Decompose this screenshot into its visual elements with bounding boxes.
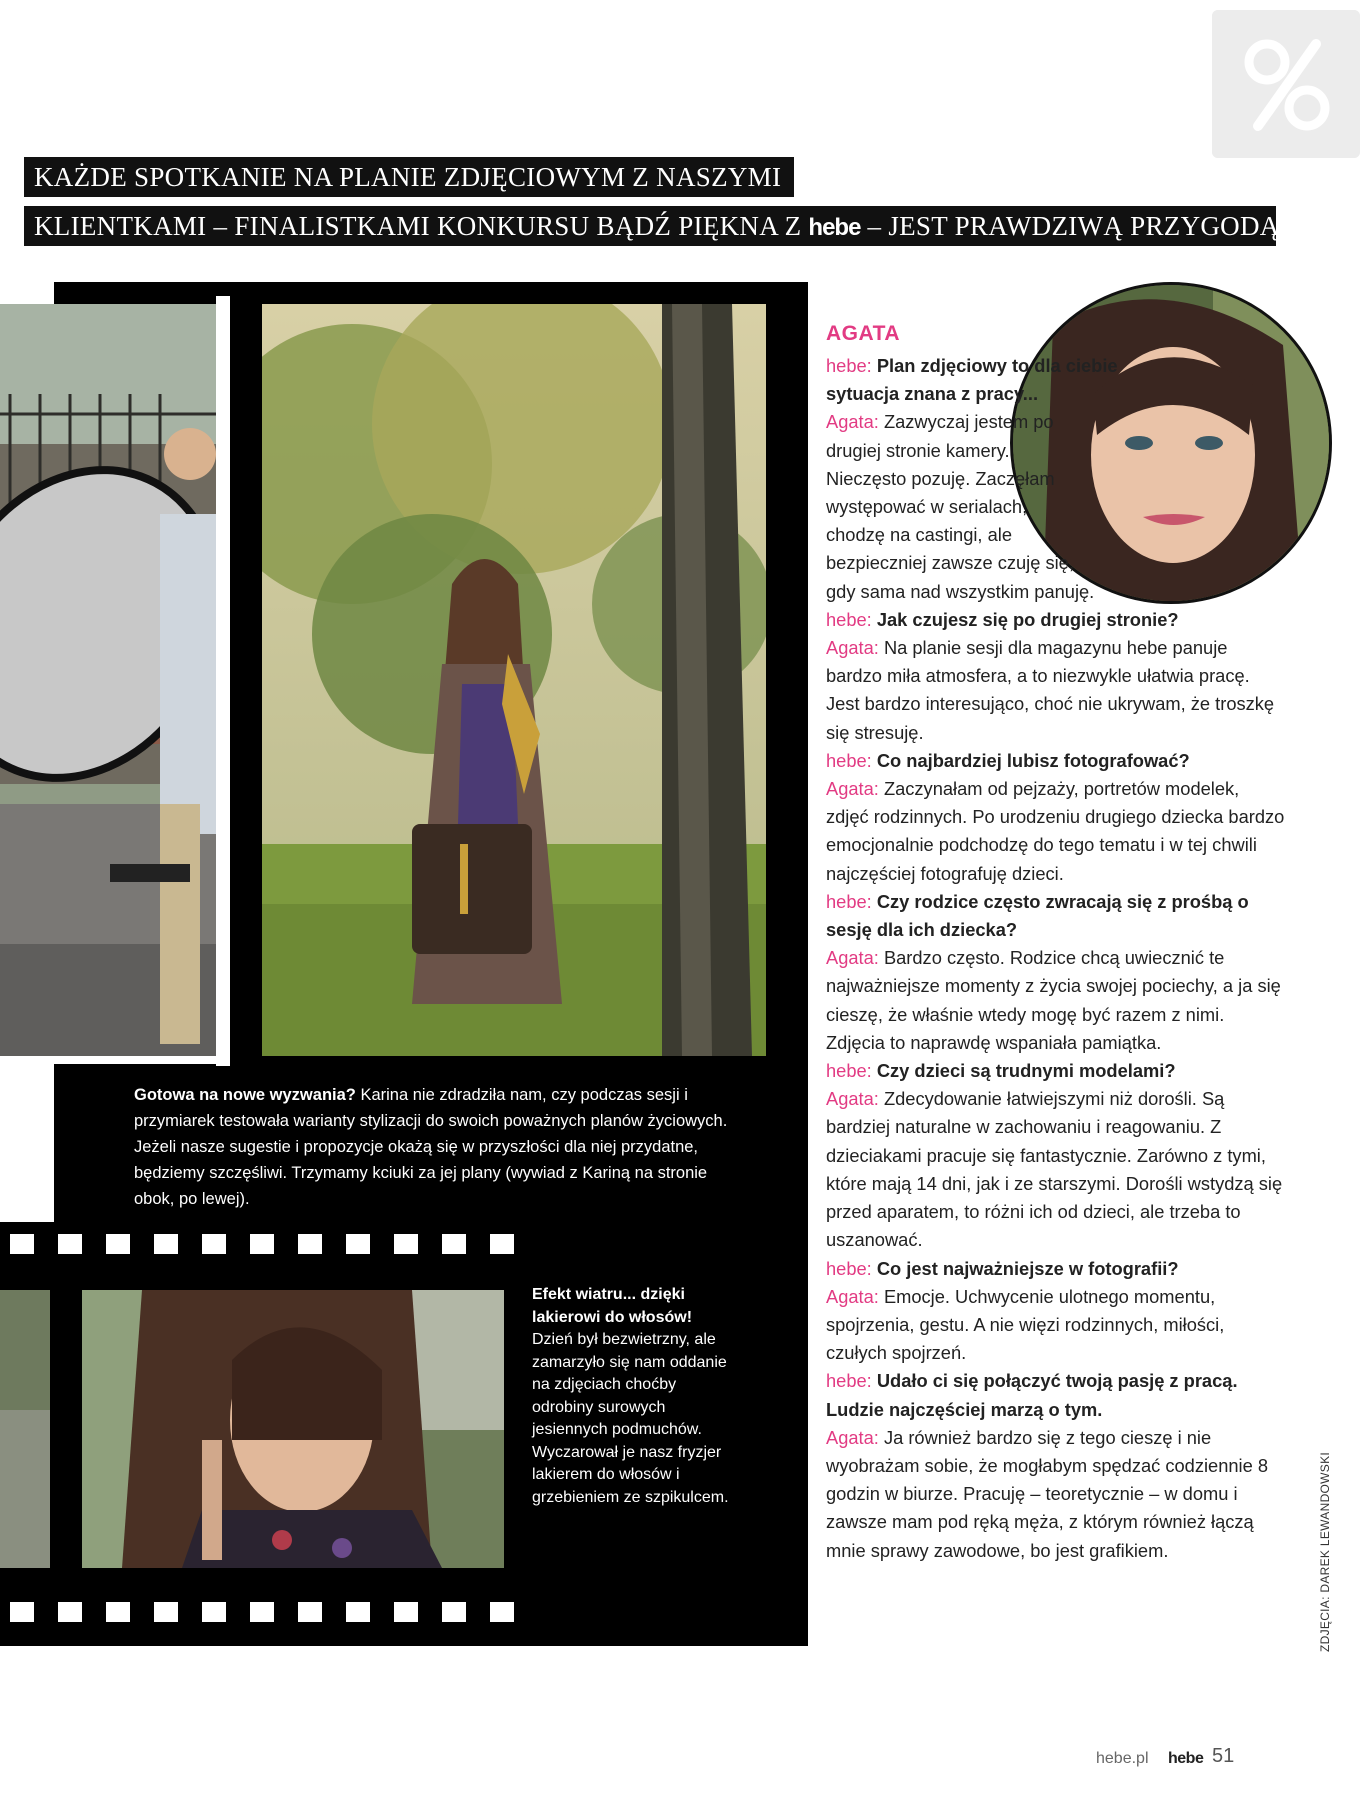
footer-page-number: 51	[1212, 1745, 1235, 1767]
filmstrip-hole	[58, 1602, 82, 1622]
question-text: Czy dzieci są trudnymi modelami?	[871, 1060, 1176, 1082]
caption-main-lead: Gotowa na nowe wyzwania?	[134, 1086, 356, 1104]
interview-question	[826, 888, 1286, 944]
interview-question	[826, 606, 1286, 634]
filmstrip-hole	[250, 1602, 274, 1622]
speaker-label: hebe:	[826, 890, 872, 912]
caption-main-text: Karina nie zdradziła nam, czy podczas sesji i przymiarek testowała warianty stylizacji do swoich poważnych planów życiowych. Jeżeli nasze sugestie i propozycje okażą się w przyszłości dla niej przydatne, będziemy szczęśliwi. Trzymamy kciuki za jej plany (wywiad z Kariną na stronie obok, po lewej).	[134, 1086, 728, 1208]
filmstrip-hole	[106, 1602, 130, 1622]
speaker-label: hebe:	[826, 608, 872, 630]
photo-film-left	[0, 1290, 50, 1568]
filmstrip-hole	[250, 1234, 274, 1254]
speaker-label: hebe:	[826, 1370, 872, 1392]
interview-answer	[826, 1424, 1286, 1565]
hebe-logo-text: hebe	[808, 214, 861, 241]
interview-answer	[826, 1283, 1286, 1368]
filmstrip-hole	[442, 1234, 466, 1254]
answer-text: Ja również bardzo się z tego cieszę i nie wyobrażam sobie, że mogłabym spędzać codziennie 8 godzin w biurze. Pracuję – teoretycznie – w domu i zawsze mam pod ręką męża, z którym również łączą mnie sprawy zawodowe, bo jest grafikiem.	[826, 1426, 1269, 1561]
filmstrip-hole	[154, 1602, 178, 1622]
filmstrip-hole	[394, 1234, 418, 1254]
filmstrip-hole	[202, 1602, 226, 1622]
speaker-label: hebe:	[826, 1060, 872, 1082]
filmstrip-hole	[490, 1234, 514, 1254]
photo-woman-park	[262, 304, 766, 1056]
answer-text: Bardzo często. Rodzice chcą uwiecznić te najważniejsze momenty z życia swojej pociechy, a ja się cieszę, że właśnie wtedy mogę być razem z nimi. Zdjęcia to naprawdę wspaniała pamiątka.	[826, 947, 1281, 1053]
headline-line-1	[24, 157, 794, 197]
answer-text: Zazwyczaj jestem po drugiej stronie kamery. Nieczęsto pozuję. Zaczęłam występować w serialach, chodzę na castingi, ale bezpieczniej zawsze czuję się, gdy sama nad wszystkim panuję.	[826, 411, 1095, 602]
speaker-label: hebe:	[826, 355, 872, 376]
speaker-label: hebe:	[826, 1257, 872, 1279]
interview-answer	[826, 634, 1286, 747]
filmstrip-hole	[298, 1602, 322, 1622]
caption-main	[134, 1082, 734, 1212]
interview-name: AGATA	[826, 322, 901, 345]
speaker-label: Agata:	[826, 1426, 879, 1448]
footer-site: hebe.pl	[1096, 1750, 1149, 1767]
photo-photographer	[0, 304, 226, 1064]
interview-answer	[826, 775, 1286, 888]
interview-question	[826, 1057, 1286, 1085]
portrait-wrap-spacer	[1086, 352, 1286, 602]
photo-credit: ZDJĘCIA: DAREK LEWANDOWSKI	[1318, 1451, 1332, 1652]
filmstrip-hole	[154, 1234, 178, 1254]
filmstrip-hole	[10, 1234, 34, 1254]
speaker-label: Agata:	[826, 1285, 879, 1307]
filmstrip-hole	[106, 1234, 130, 1254]
interview-question	[826, 1255, 1286, 1283]
question-text: Czy rodzice często zwracają się z prośbą o sesję dla ich dziecka?	[826, 890, 1249, 941]
headline-text-1: KAŻDE SPOTKANIE NA PLANIE ZDJĘCIOWYM Z NASZYMI	[34, 162, 782, 192]
filmstrip-hole	[346, 1602, 370, 1622]
interview-question	[826, 1367, 1286, 1423]
speaker-label: Agata:	[826, 637, 879, 659]
question-text: Co najbardziej lubisz fotografować?	[871, 749, 1190, 771]
question-text: Plan zdjęciowy to dla ciebie sytuacja znana z pracy...	[826, 355, 1118, 405]
filmstrip-hole	[10, 1602, 34, 1622]
answer-text: Na planie sesji dla magazynu hebe panuje bardzo miła atmosfera, a to niezwykle ułatwia pracę. Jest bardzo interesująco, choć nie ukrywam, że troszkę się stresuję.	[826, 637, 1275, 743]
filmstrip-hole	[58, 1234, 82, 1254]
interview-answer	[826, 944, 1286, 1057]
answer-text: Zdecydowanie łatwiejszymi niż dorośli. Są bardziej naturalne w zachowaniu i reagowaniu. Z dzieciakami pracuje się fantastycznie. Zarówno z tymi, które mają 14 dni, jak i ze starszymi. Dorośli wstydzą się przed aparatem, to różni ich od dzieci, ale trzeba to uszanować.	[826, 1088, 1283, 1251]
percent-badge-icon	[1212, 10, 1360, 158]
question-text: Co jest najważniejsze w fotografii?	[871, 1257, 1179, 1279]
speaker-label: hebe:	[826, 749, 872, 771]
interview-answer	[826, 1085, 1286, 1254]
question-text: Udało ci się połączyć twoją pasję z pracą. Ludzie najczęściej marzą o tym.	[826, 1370, 1238, 1420]
question-text: Jak czujesz się po drugiej stronie?	[871, 608, 1179, 630]
speaker-label: Agata:	[826, 411, 879, 433]
caption-film-lead: Efekt wiatru... dzięki lakierowi do włosów!	[532, 1286, 693, 1326]
speaker-label: Agata:	[826, 778, 879, 800]
caption-film	[532, 1284, 732, 1509]
headline-text-2a: KLIENTKAMI – FINALISTKAMI KONKURSU BĄDŹ PIĘKNA Z	[34, 211, 809, 241]
filmstrip-hole	[442, 1602, 466, 1622]
filmstrip-hole	[202, 1234, 226, 1254]
filmstrip-hole	[394, 1602, 418, 1622]
filmstrip-hole	[490, 1602, 514, 1622]
interview-text	[826, 352, 1286, 1565]
answer-text: Emocje. Uchwycenie ulotnego momentu, spojrzenia, gestu. A nie więzi rodzinnych, miłości, czułych spojrzeń.	[826, 1285, 1225, 1364]
answer-text: Zaczynałam od pejzaży, portretów modelek, zdjęć rodzinnych. Po urodzeniu drugiego dziecka bardzo emocjonalnie podchodzę do tego tematu i w tej chwili najczęściej fotografuję dzieci.	[826, 778, 1285, 884]
photo-border	[216, 296, 230, 1066]
caption-film-text: Dzień był bezwietrzny, ale zamarzyło się nam oddanie na zdjęciach choćby odrobiny surowych jesiennych podmuchów. Wyczarował je nasz fryzjer lakierem do włosów i grzebieniem ze szpikulcem.	[532, 1331, 729, 1506]
photo-woman-hairspray	[82, 1290, 504, 1568]
interview-question	[826, 747, 1286, 775]
filmstrip-hole	[346, 1234, 370, 1254]
footer-brand: hebe	[1168, 1750, 1204, 1767]
speaker-label: Agata:	[826, 1088, 879, 1110]
headline-text-2b: – JEST PRAWDZIWĄ PRZYGODĄ!	[860, 211, 1289, 241]
filmstrip-hole	[298, 1234, 322, 1254]
headline-line-2	[24, 206, 1289, 246]
speaker-label: Agata:	[826, 947, 879, 969]
